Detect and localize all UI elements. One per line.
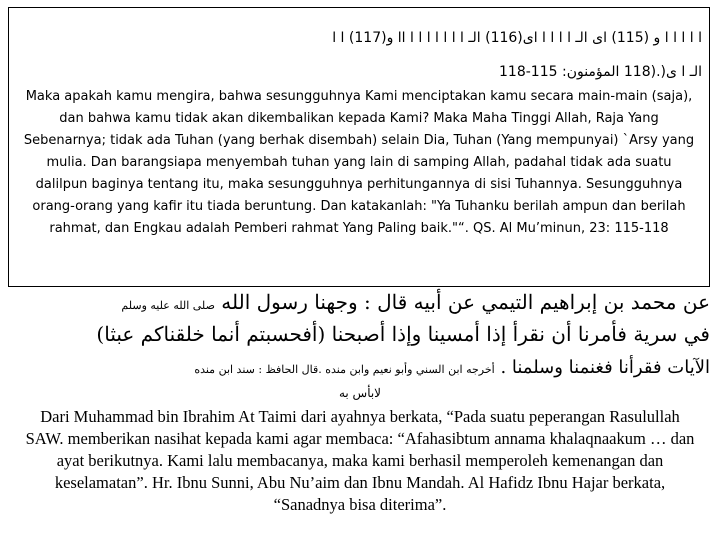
hadith-arabic-line-1-small: صلى الله عليه وسلم xyxy=(121,299,215,312)
quran-ayah-line-2: الـ ا ی(.(118 المؤمنون: 115-118 xyxy=(499,64,702,80)
quran-ayah-line-1: ا ا ا ا ا و (115) ای الـ ا ا ا ا ای(116) الـ ا ا ا ا ا ا ا اا و(117) ا ا xyxy=(332,30,702,46)
hadith-arabic-line-3 xyxy=(10,357,710,378)
hadith-arabic-line-3-small: أخرجه ابن السني وأبو نعيم وابن منده .قال الحافظ : سند ابن منده xyxy=(194,363,495,376)
hadith-arabic-line-1-main: عن محمد بن إبراهيم التيمي عن أبيه قال : وجهنا رسول الله xyxy=(221,290,710,314)
quran-translation: Maka apakah kamu mengira, bahwa sesungguhnya Kami menciptakan kamu secara main-main (saja), dan bahwa kamu tidak akan dikembalikan kepada Kami? Maka Maha Tinggi Allah, Raja Yang Sebenarnya; tidak ada Tuhan (yang berhak disembah) selain Dia, Tuhan (Yang mempunyai) `Arsy yang mulia. Dan barangsiapa menyembah tuhan yang lain di samping Allah, padahal tidak ada suatu dalilpun baginya tentang itu, maka sesungguhnya perhitungannya di sisi Tuhannya. Sesungguhnya orang-orang yang kafir itu tiada beruntung. Dan katakanlah: "Ya Tuhanku berilah ampun dan berilah rahmat, dan Engkau adalah Pemberi rahmat Yang Paling baik."“. QS. Al Mu’minun, 23: 115-118 xyxy=(23,89,695,236)
hadith-arabic-line-1 xyxy=(10,290,710,314)
hadith-arabic-line-3-main: الآيات فقرأنا فغنمنا وسلمنا . xyxy=(500,357,710,378)
hadith-arabic-line-2: في سرية فأمرنا أن نقرأ إذا أمسينا وإذا أصبحنا (أفحسبتم أنما خلقناكم عبثا) xyxy=(96,322,710,346)
hadith-arabic-line-4: لابأس به xyxy=(338,386,382,400)
hadith-indonesian: Dari Muhammad bin Ibrahim At Taimi dari ayahnya berkata, “Pada suatu peperangan Rasulullah SAW. memberikan nasihat kepada kami agar membaca: “Afahasibtum annama khalaqnaakum … dan ayat berikutnya. Kami lalu membacanya, maka kami berhasil memperoleh kemenangan dan keselamatan”. Hr. Ibnu Sunni, Abu Nu’aim dan Ibnu Mandah. Al Hafidz Ibnu Hajar berkata, “Sanadnya bisa diterima”. xyxy=(25,407,695,514)
